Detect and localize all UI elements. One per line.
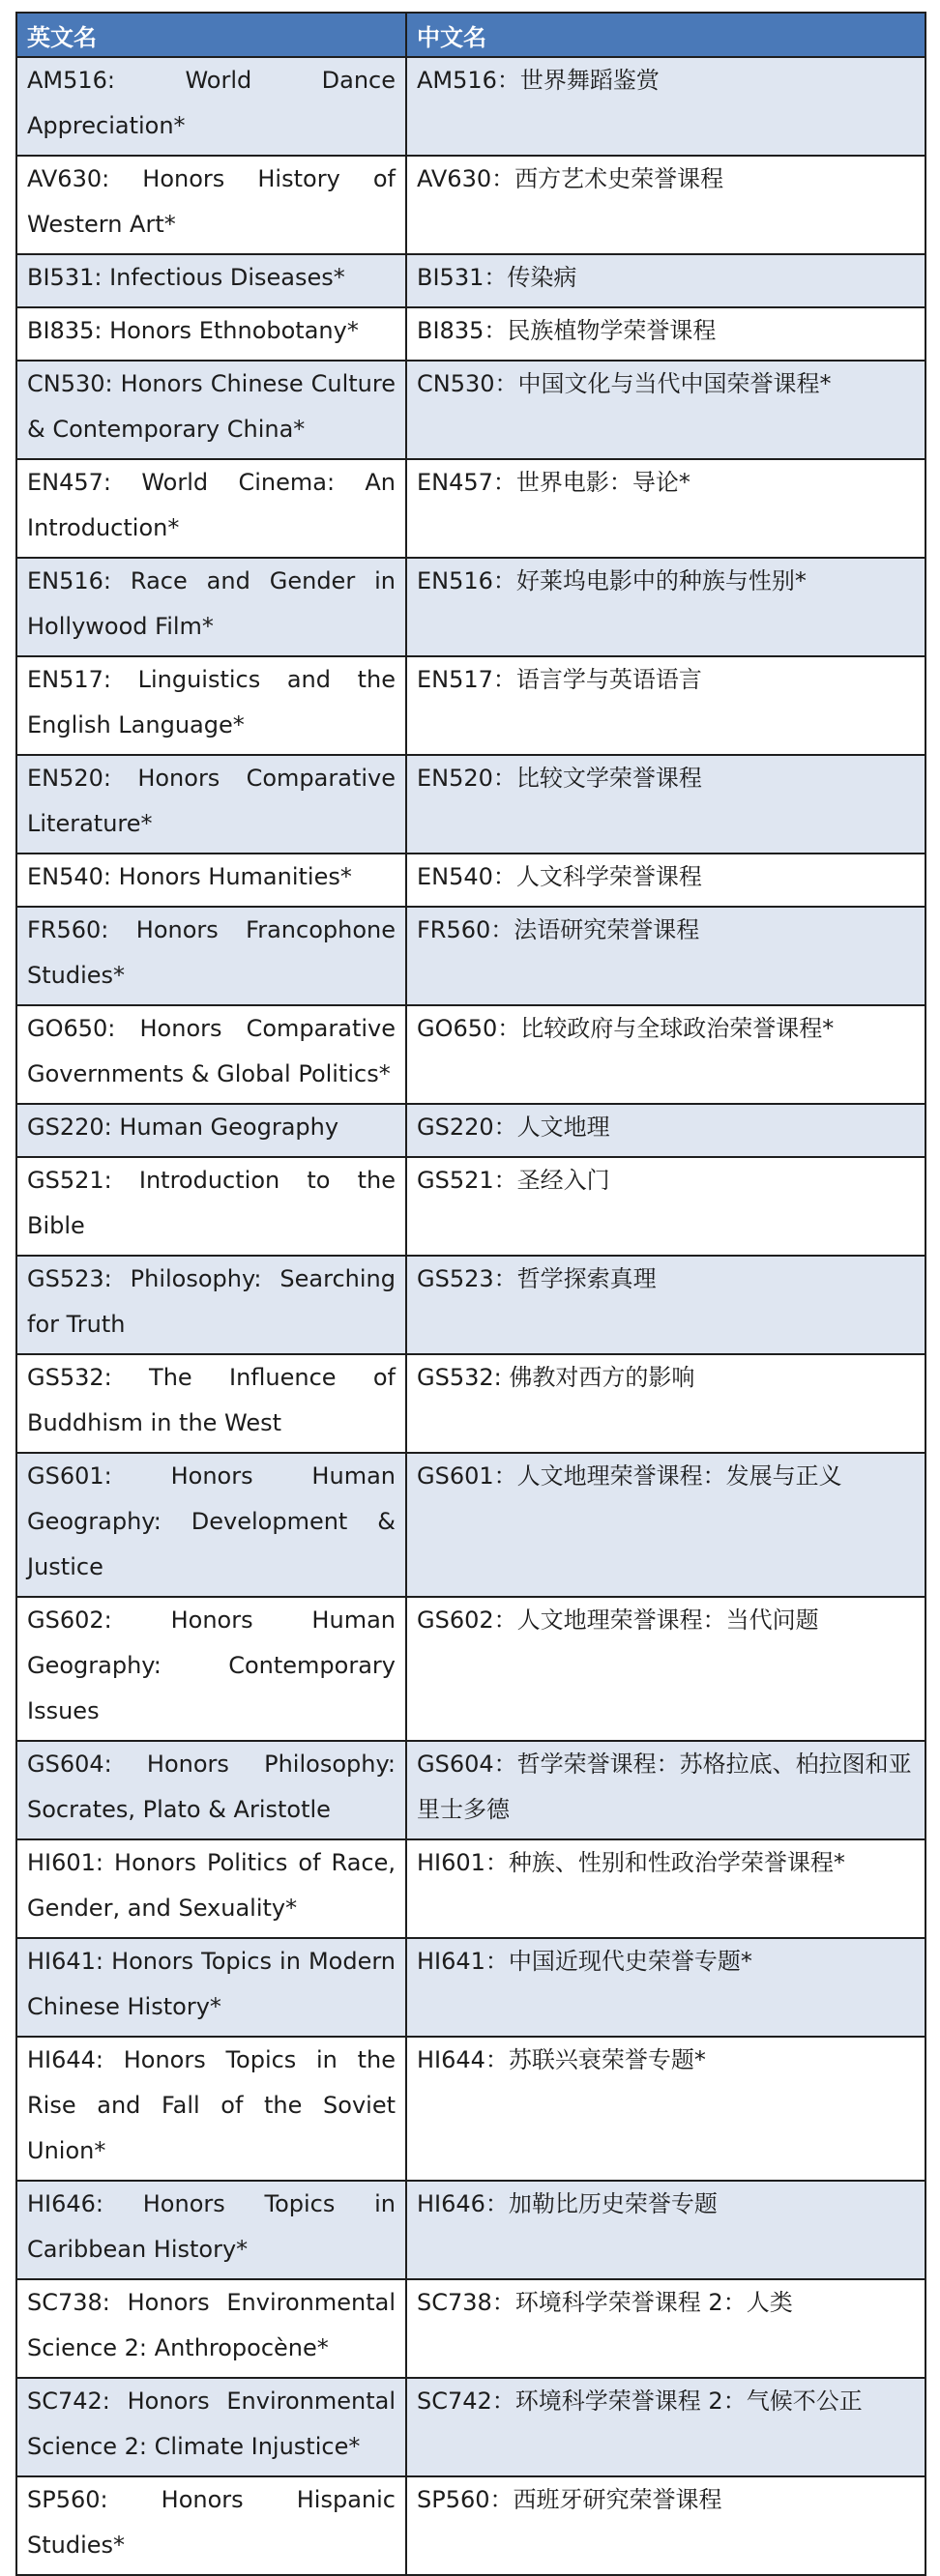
table-row <box>16 755 925 854</box>
table-body <box>16 57 925 2575</box>
course-chinese-name: GS523：哲学探索真理 <box>406 1256 925 1354</box>
course-chinese-name: GS521：圣经入门 <box>406 1157 925 1256</box>
table-row <box>16 1256 925 1354</box>
course-chinese-name: EN540：人文科学荣誉课程 <box>406 854 925 907</box>
table-row <box>16 1104 925 1157</box>
course-chinese-name: GS220：人文地理 <box>406 1104 925 1157</box>
table-row <box>16 1354 925 1453</box>
table-header <box>16 13 925 57</box>
course-english-name: GS532: The Influence of Buddhism in the West <box>16 1354 406 1453</box>
course-english-name: BI531: Infectious Diseases* <box>16 254 406 307</box>
header-english-name: 英文名 <box>16 13 406 57</box>
course-chinese-name: SC738：环境科学荣誉课程 2：人类 <box>406 2279 925 2378</box>
header-chinese-name: 中文名 <box>406 13 925 57</box>
course-english-name: SP560: Honors Hispanic Studies* <box>16 2476 406 2575</box>
course-chinese-name: HI601：种族、性别和性政治学荣誉课程* <box>406 1839 925 1938</box>
course-chinese-name: GS602：人文地理荣誉课程：当代问题 <box>406 1597 925 1741</box>
course-chinese-name: EN516：好莱坞电影中的种族与性别* <box>406 558 925 656</box>
course-chinese-name: GO650：比较政府与全球政治荣誉课程* <box>406 1005 925 1104</box>
course-english-name: GS220: Human Geography <box>16 1104 406 1157</box>
course-english-name: HI644: Honors Topics in the Rise and Fall of the Soviet Union* <box>16 2037 406 2181</box>
header-row <box>16 13 925 57</box>
table-row <box>16 1453 925 1597</box>
course-english-name: HI641: Honors Topics in Modern Chinese History* <box>16 1938 406 2037</box>
course-chinese-name: BI835：民族植物学荣誉课程 <box>406 307 925 361</box>
course-chinese-name: GS604：哲学荣誉课程：苏格拉底、柏拉图和亚里士多德 <box>406 1741 925 1839</box>
course-chinese-name: GS532: 佛教对西方的影响 <box>406 1354 925 1453</box>
course-chinese-name: AV630：西方艺术史荣誉课程 <box>406 156 925 254</box>
course-english-name: EN517: Linguistics and the English Language* <box>16 656 406 755</box>
course-chinese-name: EN517：语言学与英语语言 <box>406 656 925 755</box>
course-english-name: GS601: Honors Human Geography: Development & Justice <box>16 1453 406 1597</box>
course-english-name: GS602: Honors Human Geography: Contemporary Issues <box>16 1597 406 1741</box>
table-row <box>16 854 925 907</box>
course-english-name: EN457: World Cinema: An Introduction* <box>16 459 406 558</box>
course-english-name: GS523: Philosophy: Searching for Truth <box>16 1256 406 1354</box>
table-row <box>16 2279 925 2378</box>
course-english-name: BI835: Honors Ethnobotany* <box>16 307 406 361</box>
table-row <box>16 361 925 459</box>
course-chinese-name: HI646：加勒比历史荣誉专题 <box>406 2181 925 2279</box>
course-table <box>15 12 926 2576</box>
course-chinese-name: FR560：法语研究荣誉课程 <box>406 907 925 1005</box>
course-english-name: EN516: Race and Gender in Hollywood Film* <box>16 558 406 656</box>
course-chinese-name: EN457：世界电影：导论* <box>406 459 925 558</box>
table-row <box>16 2476 925 2575</box>
course-english-name: EN540: Honors Humanities* <box>16 854 406 907</box>
course-chinese-name: EN520：比较文学荣誉课程 <box>406 755 925 854</box>
table-row <box>16 254 925 307</box>
course-chinese-name: HI644：苏联兴衰荣誉专题* <box>406 2037 925 2181</box>
course-english-name: AV630: Honors History of Western Art* <box>16 156 406 254</box>
table-row <box>16 656 925 755</box>
table-row <box>16 558 925 656</box>
table-row <box>16 1005 925 1104</box>
table-row <box>16 2378 925 2476</box>
course-english-name: GS521: Introduction to the Bible <box>16 1157 406 1256</box>
table-row <box>16 1938 925 2037</box>
course-english-name: SC738: Honors Environmental Science 2: Anthropocène* <box>16 2279 406 2378</box>
table-row <box>16 307 925 361</box>
table-row <box>16 907 925 1005</box>
course-chinese-name: GS601：人文地理荣誉课程：发展与正义 <box>406 1453 925 1597</box>
table-row <box>16 156 925 254</box>
course-chinese-name: CN530：中国文化与当代中国荣誉课程* <box>406 361 925 459</box>
course-english-name: FR560: Honors Francophone Studies* <box>16 907 406 1005</box>
table-row <box>16 1839 925 1938</box>
table-row <box>16 1157 925 1256</box>
table-row <box>16 2037 925 2181</box>
course-chinese-name: SP560：西班牙研究荣誉课程 <box>406 2476 925 2575</box>
course-english-name: HI601: Honors Politics of Race, Gender, and Sexuality* <box>16 1839 406 1938</box>
course-english-name: SC742: Honors Environmental Science 2: Climate Injustice* <box>16 2378 406 2476</box>
table-row <box>16 1597 925 1741</box>
course-english-name: AM516: World Dance Appreciation* <box>16 57 406 156</box>
course-english-name: EN520: Honors Comparative Literature* <box>16 755 406 854</box>
course-chinese-name: HI641：中国近现代史荣誉专题* <box>406 1938 925 2037</box>
table-row <box>16 459 925 558</box>
table-row <box>16 1741 925 1839</box>
course-chinese-name: BI531：传染病 <box>406 254 925 307</box>
course-english-name: HI646: Honors Topics in Caribbean History* <box>16 2181 406 2279</box>
table-row <box>16 57 925 156</box>
course-english-name: CN530: Honors Chinese Culture & Contemporary China* <box>16 361 406 459</box>
table-row <box>16 2181 925 2279</box>
course-chinese-name: SC742：环境科学荣誉课程 2：气候不公正 <box>406 2378 925 2476</box>
course-chinese-name: AM516：世界舞蹈鉴赏 <box>406 57 925 156</box>
course-english-name: GO650: Honors Comparative Governments & Global Politics* <box>16 1005 406 1104</box>
course-english-name: GS604: Honors Philosophy: Socrates, Plato & Aristotle <box>16 1741 406 1839</box>
